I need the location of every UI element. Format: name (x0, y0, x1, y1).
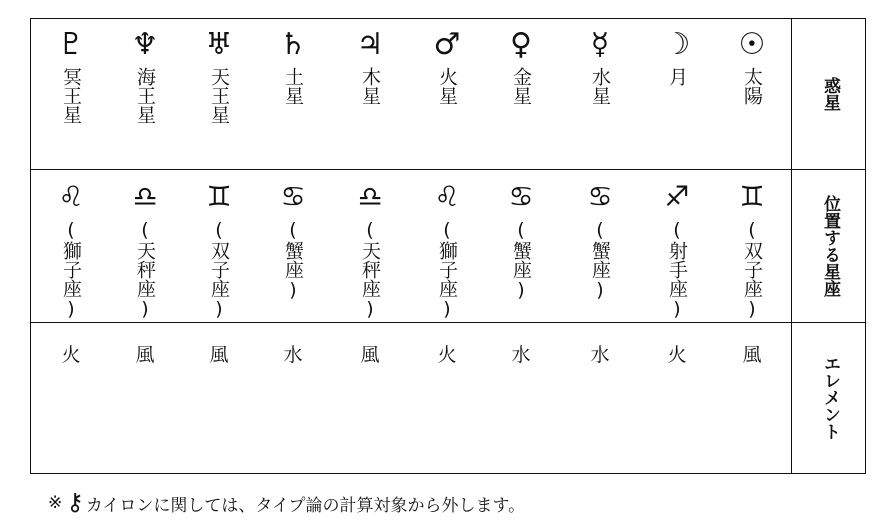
sagittarius-icon: ♐ (664, 180, 690, 213)
planet-cell (258, 27, 328, 105)
libra-icon: ♎ (357, 180, 383, 213)
leo-icon: ♌ (434, 180, 460, 213)
saturn-icon: ♄ (279, 27, 307, 62)
sign-name: (獅子座) (436, 219, 458, 320)
element-value: 風 (135, 344, 155, 366)
planet-cell (486, 27, 556, 105)
moon-icon: ☽ (663, 27, 691, 62)
element-value: 風 (209, 344, 229, 366)
row-divider (31, 169, 865, 170)
planet-name: 冥王星 (60, 67, 82, 124)
element-cell (412, 343, 482, 367)
sign-name: (天秤座) (134, 219, 156, 320)
sign-name: (双子座) (741, 219, 763, 320)
astrology-table (30, 18, 866, 474)
row-divider (31, 322, 865, 323)
cancer-icon: ♋ (280, 180, 306, 213)
planet-cell (110, 27, 180, 124)
element-value: 風 (742, 344, 762, 366)
cancer-icon: ♋ (587, 180, 613, 213)
sign-cell (717, 179, 787, 320)
gemini-icon: ♊ (739, 180, 765, 213)
planet-name: 月 (666, 67, 688, 86)
element-value: 水 (283, 344, 303, 366)
element-value: 水 (511, 344, 531, 366)
mars-icon: ♂ (433, 27, 461, 62)
reference-mark: ※ (48, 493, 63, 513)
element-value: 火 (61, 344, 81, 366)
sign-name: (蟹座) (282, 219, 304, 301)
planet-name: 海王星 (134, 67, 156, 124)
cancer-icon: ♋ (508, 180, 534, 213)
planet-name: 金星 (510, 67, 532, 105)
sun-icon: ☉ (738, 27, 766, 62)
element-cell (258, 343, 328, 367)
row-label-sign: 位置する星座 (820, 194, 840, 297)
sign-cell (486, 179, 556, 301)
sign-cell (642, 179, 712, 320)
planet-cell (36, 27, 106, 124)
planet-cell (335, 27, 405, 105)
planet-name: 木星 (359, 67, 381, 105)
label-column-divider (791, 19, 792, 473)
sign-name: (蟹座) (589, 219, 611, 301)
sign-cell (110, 179, 180, 320)
sign-name: (蟹座) (510, 219, 532, 301)
element-cell (565, 343, 635, 367)
planet-name: 火星 (436, 67, 458, 105)
element-cell (642, 343, 712, 367)
planet-cell (184, 27, 254, 124)
element-cell (110, 343, 180, 367)
element-value: 火 (437, 344, 457, 366)
footnote (48, 488, 525, 518)
footnote-text: カイロンに関しては、タイプ論の計算対象から外します。 (85, 495, 526, 516)
sign-name: (獅子座) (60, 219, 82, 320)
sign-cell (565, 179, 635, 301)
planet-name: 水星 (589, 67, 611, 105)
planet-cell (642, 27, 712, 86)
jupiter-icon: ♃ (356, 27, 384, 62)
planet-cell (412, 27, 482, 105)
sign-cell (335, 179, 405, 320)
row-label-planet: 惑星 (820, 77, 840, 111)
planet-name: 太陽 (741, 67, 763, 105)
sign-name: (射手座) (666, 219, 688, 320)
element-cell (717, 343, 787, 367)
element-value: 火 (667, 344, 687, 366)
leo-icon: ♌ (58, 180, 84, 213)
sign-name: (双子座) (208, 219, 230, 320)
sign-cell (36, 179, 106, 320)
element-cell (335, 343, 405, 367)
sign-name: (天秤座) (359, 219, 381, 320)
planet-name: 天王星 (208, 67, 230, 124)
sign-cell (184, 179, 254, 320)
pluto-icon: ♇ (57, 27, 85, 62)
element-cell (36, 343, 106, 367)
mercury-icon: ☿ (590, 27, 610, 62)
neptune-icon: ♆ (131, 27, 159, 62)
libra-icon: ♎ (132, 180, 158, 213)
planet-cell (565, 27, 635, 105)
planet-cell (717, 27, 787, 105)
venus-icon: ♀ (510, 27, 532, 62)
element-cell (184, 343, 254, 367)
element-value: 水 (590, 344, 610, 366)
element-cell (486, 343, 556, 367)
element-value: 風 (360, 344, 380, 366)
sign-cell (412, 179, 482, 320)
row-label-element: エレメント (820, 354, 840, 440)
sign-cell (258, 179, 328, 301)
gemini-icon: ♊ (206, 180, 232, 213)
uranus-icon: ♅ (205, 27, 233, 62)
planet-name: 土星 (282, 67, 304, 105)
chiron-icon: ⚷ (66, 488, 84, 516)
